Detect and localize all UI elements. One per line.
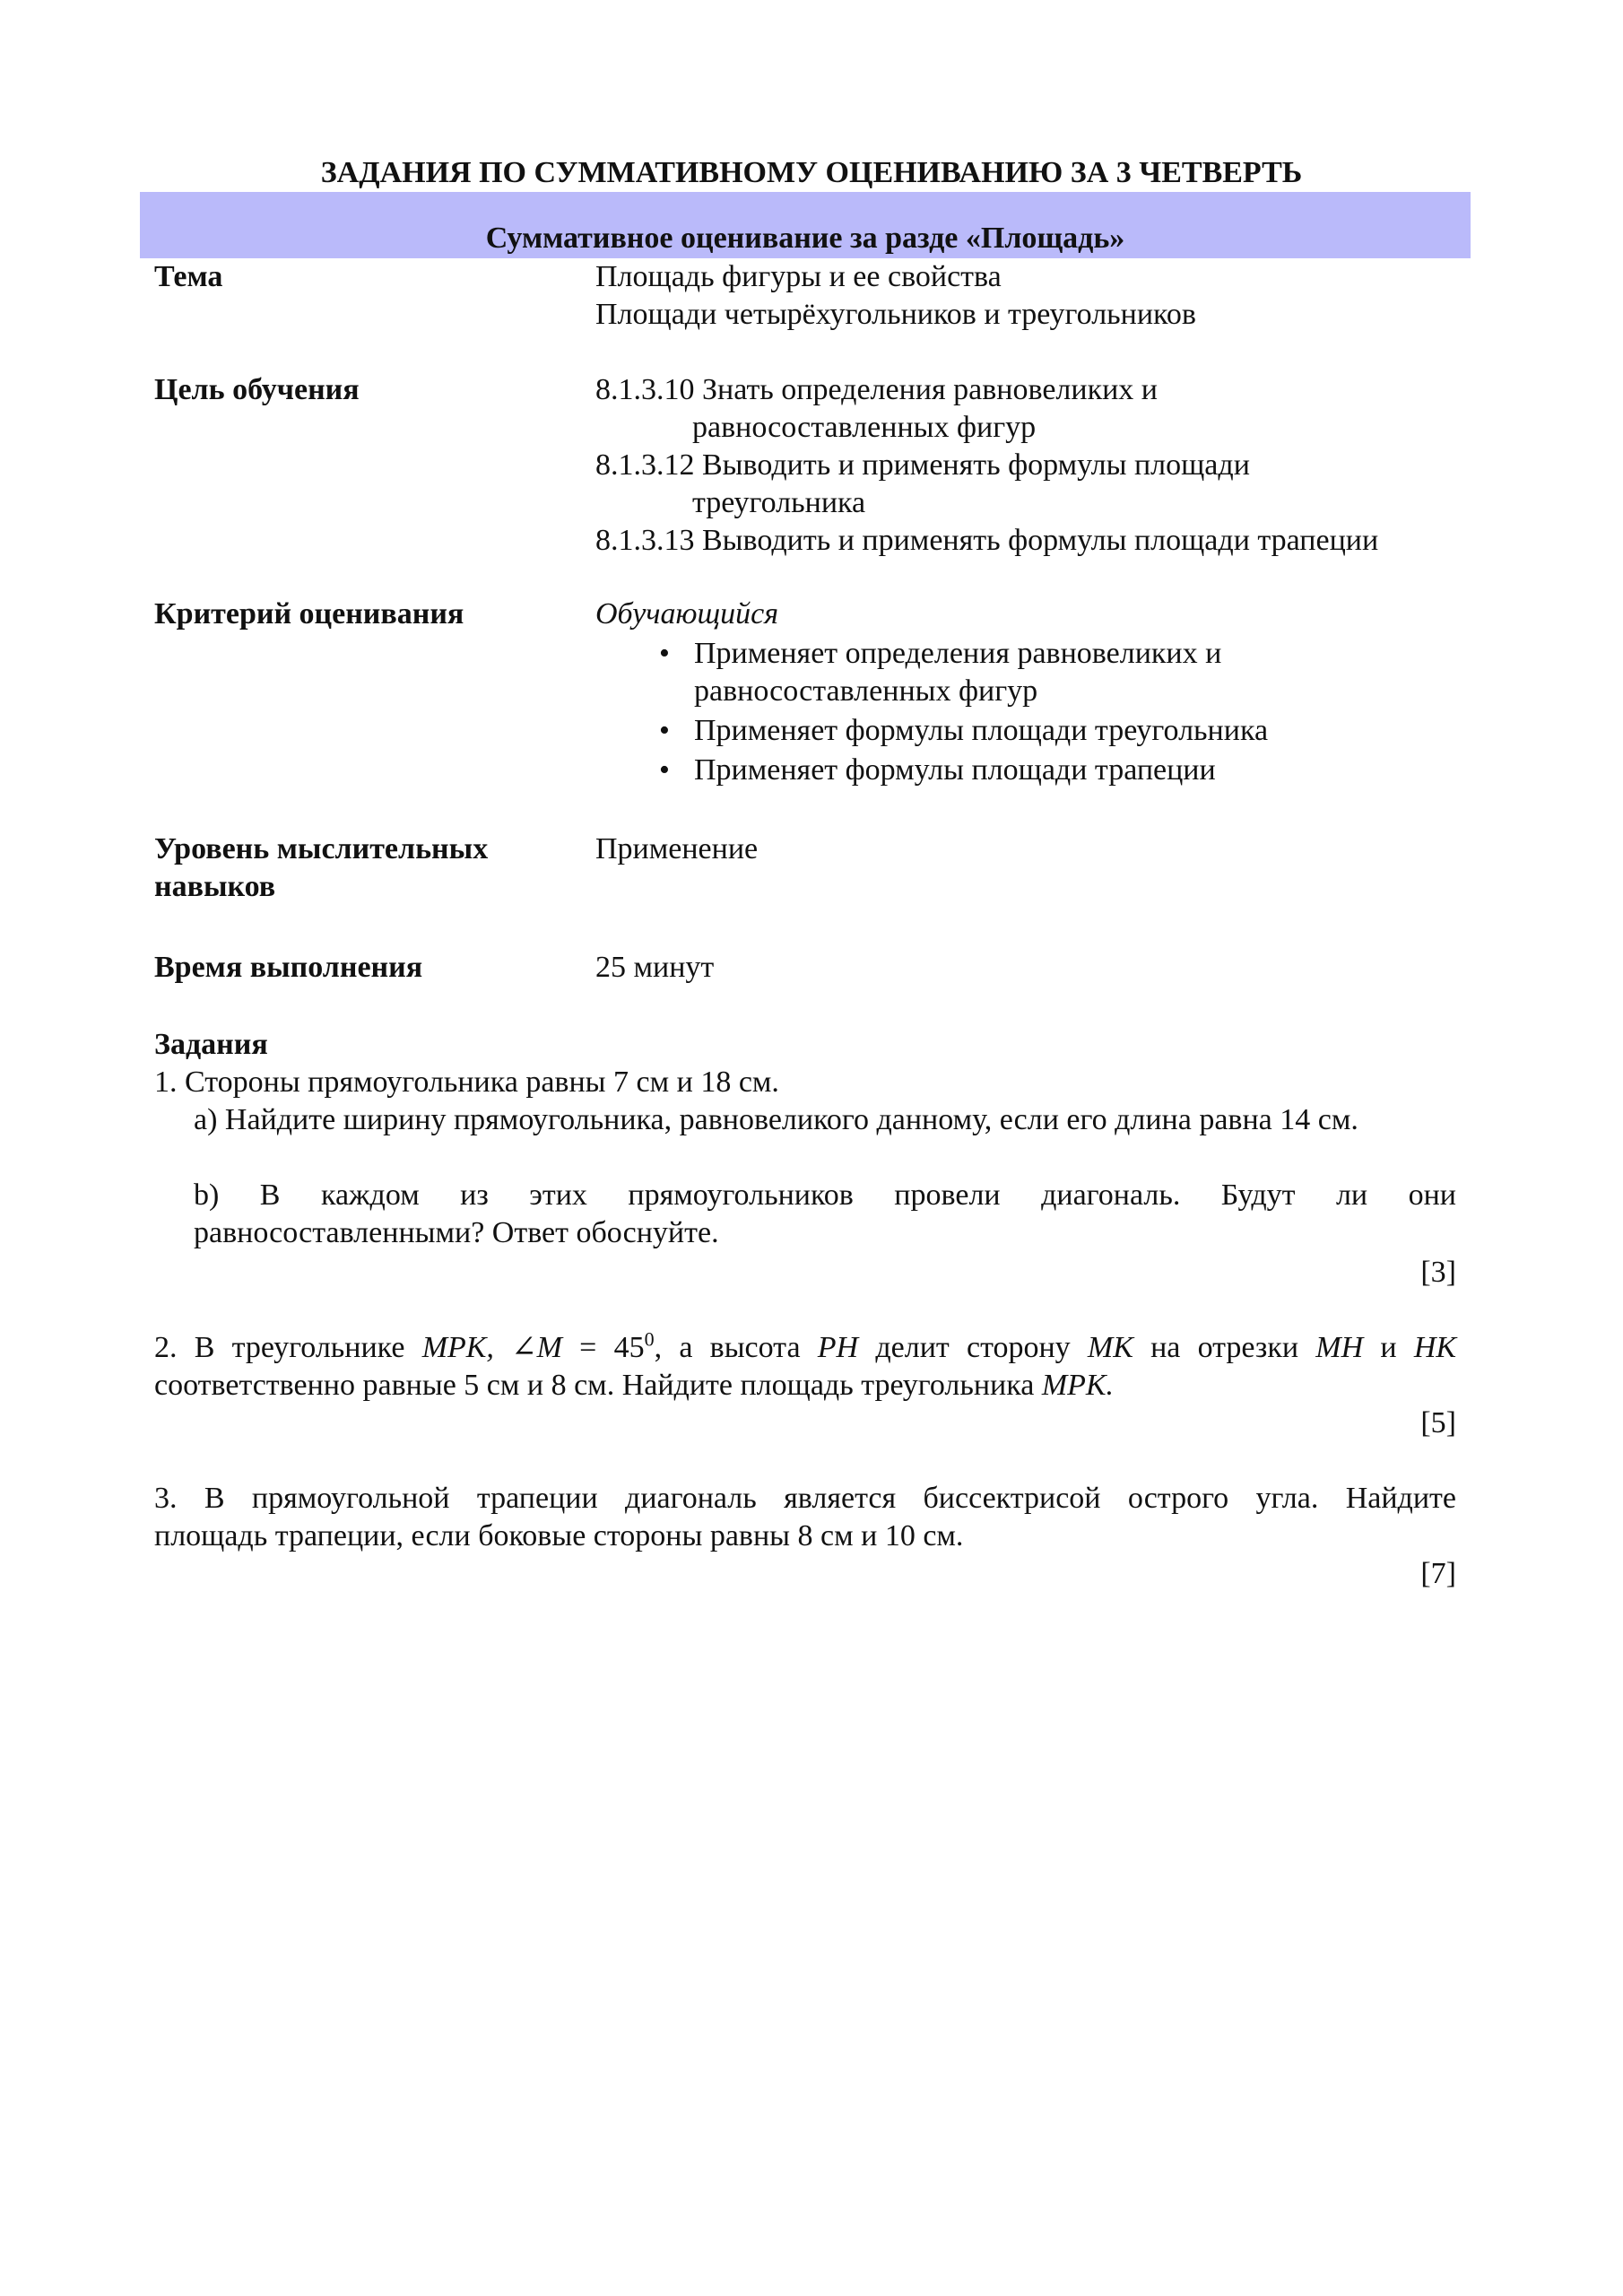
topic-line: Площади четырёхугольников и треугольников [595,298,1196,331]
goal-line: 8.1.3.12 Выводить и применять формулы площади [595,448,1250,482]
tasks-heading: Задания [154,1028,268,1061]
topic-line: Площадь фигуры и ее свойства [595,260,1002,293]
task-1-part-b-line: b) В каждом из этих прямоугольников провели диагональ. Будут ли они [194,1178,1456,1212]
time-value: 25 минут [595,951,715,984]
skill-level-value: Применение [595,832,759,865]
degree-superscript: 0 [644,1327,655,1351]
task-2-line [154,1329,1456,1367]
section-header-title: Суммативное оценивание за разде «Площадь» [485,222,1125,255]
bullet-icon: • [659,714,670,747]
criteria-label: Критерий оценивания [154,597,464,631]
goal-value [595,371,1474,560]
criteria-intro: Обучающийся [595,597,779,631]
task-2 [154,1329,1456,1442]
task-2-text: , а высота [654,1331,818,1364]
criteria-item [595,712,1474,750]
task-2-text: соответственно равные 5 см и 8 см. Найдите площадь треугольника [154,1369,1042,1402]
math-term: МРК, [421,1331,494,1364]
task-2-line [154,1367,1456,1405]
criteria-item-text: Применяет формулы площади треугольника [694,714,1269,747]
task-2-text: на отрезки [1133,1331,1316,1364]
math-term: ∠M [511,1331,562,1364]
task-1-statement: 1. Стороны прямоугольника равны 7 см и 18 см. [154,1065,779,1099]
task-2-score: [5] [1420,1406,1456,1439]
task-3-score: [7] [1420,1557,1456,1590]
math-term: PH [817,1331,859,1364]
bullet-icon: • [659,637,670,670]
goal-line: 8.1.3.13 Выводить и применять формулы площади трапеции [595,524,1379,557]
math-term: МРК. [1041,1369,1115,1402]
criteria-item-text: равносоставленных фигур [694,674,1038,708]
criteria-item [595,752,1474,789]
goal-line: треугольника [692,486,866,519]
task-1 [154,1064,1456,1292]
task-2-text: = 45 [561,1331,645,1364]
criteria-value [595,596,1474,791]
task-2-text: 2. В треугольнике [154,1331,422,1364]
math-term: НК [1413,1331,1456,1364]
skill-level-label-line: навыков [154,870,276,903]
task-3-line: площадь трапеции, если боковые стороны равны 8 см и 10 см. [154,1519,964,1552]
criteria-item-text: Применяет формулы площади трапеции [694,753,1216,787]
task-1-part-b [154,1177,1456,1252]
goal-label: Цель обучения [154,373,360,406]
criteria-item [595,635,1474,710]
task-2-text: делит сторону [858,1331,1088,1364]
task-3-line: 3. В прямоугольной трапеции диагональ является биссектрисой острого угла. Найдите [154,1482,1456,1515]
spacer [154,1442,1456,1480]
spacer [154,1292,1456,1329]
document-title: ЗАДАНИЯ ПО СУММАТИВНОМУ ОЦЕНИВАНИЮ ЗА 3 ЧЕТВЕРТЬ [320,156,1303,189]
math-term: МН [1315,1331,1364,1364]
criteria-item-text: Применяет определения равновеликих и [694,637,1222,670]
skill-level-label-line: Уровень мыслительных [154,832,489,865]
criteria-list [595,635,1474,789]
spacer [154,1139,1456,1177]
skill-level-label [154,831,567,906]
math-term: МК [1087,1331,1133,1364]
topic-label: Тема [154,260,223,293]
goal-line: равносоставленных фигур [692,411,1037,444]
time-label: Время выполнения [154,951,423,984]
topic-value [595,258,1474,334]
task-3 [154,1480,1456,1593]
task-2-text: и [1363,1331,1414,1364]
tasks-section [154,1026,1456,1593]
task-1-part-b-line: равносоставленными? Ответ обоснуйте. [194,1216,719,1249]
goal-line: 8.1.3.10 Знать определения равновеликих и [595,373,1158,406]
task-1-part-a: a) Найдите ширину прямоугольника, равновеликого данному, если его длина равна 14 см. [194,1103,1358,1136]
bullet-icon: • [659,753,670,787]
task-1-score: [3] [1420,1256,1456,1289]
